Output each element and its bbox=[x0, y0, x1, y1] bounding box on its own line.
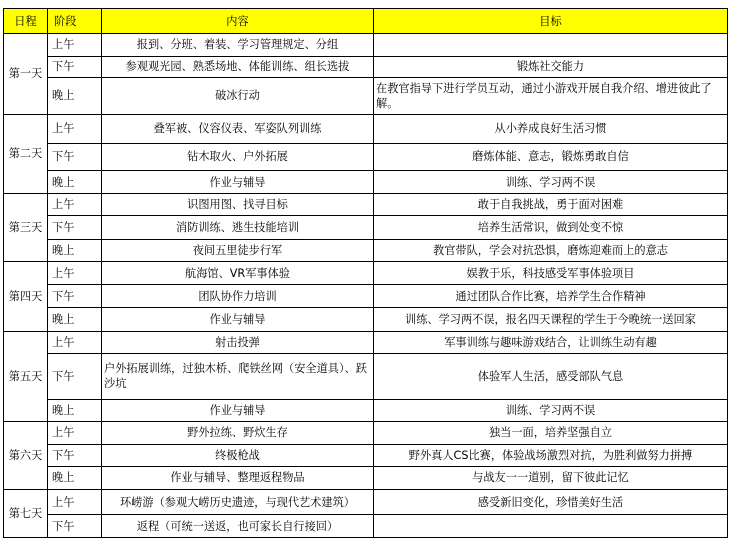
session-content: 作业与辅导 bbox=[102, 171, 374, 194]
header-schedule: 日程 bbox=[4, 9, 48, 34]
table-row bbox=[4, 467, 728, 490]
day-cell: 第七天 bbox=[4, 489, 48, 537]
table-row bbox=[4, 353, 728, 399]
day-cell: 第五天 bbox=[4, 332, 48, 422]
session-time: 晚上 bbox=[48, 171, 102, 194]
session-time: 晚上 bbox=[48, 399, 102, 422]
session-content: 射击投弹 bbox=[102, 332, 374, 354]
day-cell: 第三天 bbox=[4, 193, 48, 262]
table-row bbox=[4, 56, 728, 78]
session-content: 夜间五里徒步行军 bbox=[102, 239, 374, 262]
header-content: 内容 bbox=[102, 9, 374, 34]
day-cell: 第六天 bbox=[4, 422, 48, 490]
header-stage: 阶段 bbox=[48, 9, 102, 34]
session-content: 航海馆、VR军事体验 bbox=[102, 262, 374, 285]
table-row bbox=[4, 262, 728, 285]
day-cell: 第四天 bbox=[4, 262, 48, 332]
session-content: 终极枪战 bbox=[102, 444, 374, 467]
table-row bbox=[4, 444, 728, 467]
table-row bbox=[4, 239, 728, 262]
table-row bbox=[4, 193, 728, 216]
session-goal: 培养生活常识，做到处变不惊 bbox=[374, 216, 728, 240]
session-goal: 训练、学习两不误 bbox=[374, 399, 728, 422]
session-time: 下午 bbox=[48, 284, 102, 308]
session-goal bbox=[374, 34, 728, 57]
table-row bbox=[4, 308, 728, 332]
day-cell: 第一天 bbox=[4, 34, 48, 115]
table-row bbox=[4, 489, 728, 515]
session-goal: 娱教于乐，科技感受军事体验项目 bbox=[374, 262, 728, 285]
session-time: 晚上 bbox=[48, 78, 102, 115]
session-goal: 从小养成良好生活习惯 bbox=[374, 114, 728, 143]
session-time: 下午 bbox=[48, 444, 102, 467]
session-content: 参观观光园、熟悉场地、体能训练、组长选拔 bbox=[102, 56, 374, 78]
session-goal: 磨炼体能、意志，锻炼勇敢自信 bbox=[374, 143, 728, 171]
session-goal: 独当一面，培养坚强自立 bbox=[374, 422, 728, 445]
session-content: 野外拉练、野炊生存 bbox=[102, 422, 374, 445]
session-content: 户外拓展训练，过独木桥、爬铁丝网（安全道具）、跃沙坑 bbox=[102, 353, 374, 399]
table-row bbox=[4, 422, 728, 445]
session-time: 下午 bbox=[48, 515, 102, 538]
session-time: 晚上 bbox=[48, 308, 102, 332]
table-row bbox=[4, 284, 728, 308]
table-row bbox=[4, 78, 728, 115]
table-row bbox=[4, 399, 728, 422]
session-time: 上午 bbox=[48, 262, 102, 285]
session-content: 叠军被、仪容仪表、军姿队列训练 bbox=[102, 114, 374, 143]
session-time: 下午 bbox=[48, 143, 102, 171]
session-time: 下午 bbox=[48, 216, 102, 240]
session-time: 下午 bbox=[48, 353, 102, 399]
session-time: 晚上 bbox=[48, 467, 102, 490]
session-goal: 野外真人CS比赛，体验战场激烈对抗，为胜利做努力拼搏 bbox=[374, 444, 728, 467]
session-goal: 教官带队，学会对抗恐惧，磨炼迎难而上的意志 bbox=[374, 239, 728, 262]
session-content: 作业与辅导 bbox=[102, 308, 374, 332]
session-content: 消防训练、逃生技能培训 bbox=[102, 216, 374, 240]
session-time: 晚上 bbox=[48, 239, 102, 262]
table-row bbox=[4, 114, 728, 143]
session-content: 作业与辅导、整理返程物品 bbox=[102, 467, 374, 490]
session-time: 上午 bbox=[48, 114, 102, 143]
header-row bbox=[4, 9, 728, 34]
session-goal: 训练、学习两不误，报名四天课程的学生于今晚统一送回家 bbox=[374, 308, 728, 332]
session-content: 识图用图、找寻目标 bbox=[102, 193, 374, 216]
table-row bbox=[4, 332, 728, 354]
session-content: 报到、分班、着装、学习管理规定、分组 bbox=[102, 34, 374, 57]
table-row bbox=[4, 515, 728, 538]
session-content: 作业与辅导 bbox=[102, 399, 374, 422]
session-content: 钻木取火、户外拓展 bbox=[102, 143, 374, 171]
session-goal: 在教官指导下进行学员互动，通过小游戏开展自我介绍、增进彼此了解。 bbox=[374, 78, 728, 115]
table-row bbox=[4, 34, 728, 57]
session-content: 返程（可统一送返，也可家长自行接回） bbox=[102, 515, 374, 538]
day-cell: 第二天 bbox=[4, 114, 48, 193]
session-time: 下午 bbox=[48, 56, 102, 78]
schedule-table bbox=[3, 8, 728, 538]
session-goal: 通过团队合作比赛，培养学生合作精神 bbox=[374, 284, 728, 308]
table-row bbox=[4, 171, 728, 194]
session-time: 上午 bbox=[48, 34, 102, 57]
session-goal: 敢于自我挑战，勇于面对困难 bbox=[374, 193, 728, 216]
session-goal: 军事训练与趣味游戏结合，让训练生动有趣 bbox=[374, 332, 728, 354]
table-row bbox=[4, 143, 728, 171]
session-time: 上午 bbox=[48, 489, 102, 515]
session-time: 上午 bbox=[48, 332, 102, 354]
session-content: 环崂游（参观大崂历史遗迹，与现代艺术建筑） bbox=[102, 489, 374, 515]
session-goal: 感受新旧变化，珍惜美好生活 bbox=[374, 489, 728, 515]
session-goal: 锻炼社交能力 bbox=[374, 56, 728, 78]
session-goal: 体验军人生活，感受部队气息 bbox=[374, 353, 728, 399]
session-goal: 训练、学习两不误 bbox=[374, 171, 728, 194]
header-goal: 目标 bbox=[374, 9, 728, 34]
session-goal bbox=[374, 515, 728, 538]
session-time: 上午 bbox=[48, 193, 102, 216]
session-content: 破冰行动 bbox=[102, 78, 374, 115]
session-goal: 与战友一一道别，留下彼此记忆 bbox=[374, 467, 728, 490]
session-time: 上午 bbox=[48, 422, 102, 445]
table-row bbox=[4, 216, 728, 240]
session-content: 团队协作力培训 bbox=[102, 284, 374, 308]
